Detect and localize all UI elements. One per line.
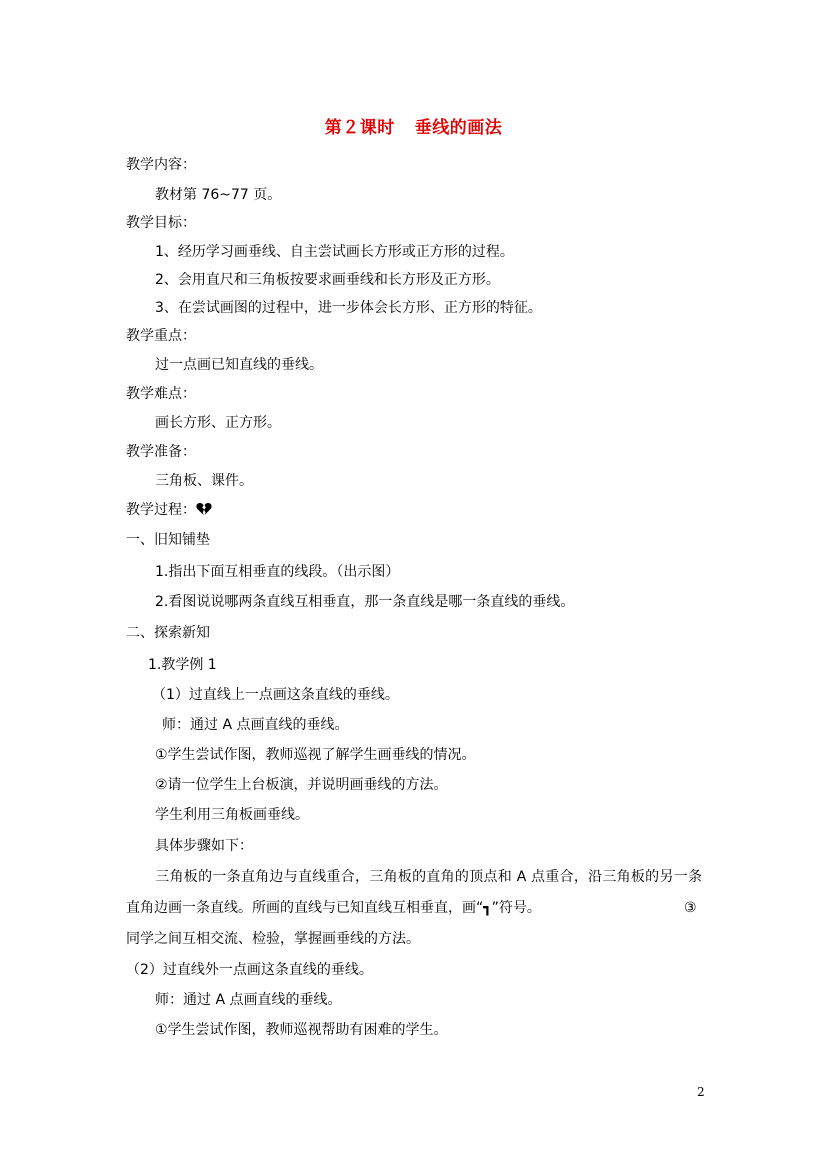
step-4: ①学生尝试作图，教师巡视帮助有困难的学生。 xyxy=(155,1022,448,1038)
heading-key-point: 教学重点： xyxy=(126,328,196,344)
lesson-topic: 垂线的画法 xyxy=(414,118,503,138)
goal-item-3: 3、在尝试画图的过程中，进一步体会长方形、正方形的特征。 xyxy=(155,300,542,316)
teacher-instruction-1: 师：通过 A 点画直线的垂线。 xyxy=(162,717,349,733)
broken-heart-icon xyxy=(196,502,212,516)
subsection-1: （1）过直线上一点画这条直线的垂线。 xyxy=(152,687,399,703)
section-2-item-1: 1.教学例 1 xyxy=(148,657,217,673)
step-2: ②请一位学生上台板演，并说明画垂线的方法。 xyxy=(155,777,448,793)
goal-item-1: 1、经历学习画垂线、自主尝试画长方形或正方形的过程。 xyxy=(155,244,514,260)
subsection-2: （2）过直线外一点画这条直线的垂线。 xyxy=(126,962,373,978)
page-title xyxy=(0,113,827,138)
heading-difficult-point: 教学难点： xyxy=(126,386,196,402)
heading-preparation: 教学准备： xyxy=(126,444,196,460)
heading-process-label: 教学过程： xyxy=(126,502,196,518)
lesson-number: 第２课时 xyxy=(324,118,395,138)
paragraph-line-2: 直角边画一条直线。所画的直线与已知直线互相垂直，画“┓”符号。 xyxy=(126,900,541,916)
paragraph-line-1-text: 三角板的一条直角边与直线重合，三角板的直角的顶点和 A 点重合，沿三角板的另一条 xyxy=(155,869,702,885)
section-1-item-2: 2.看图说说哪两条直线互相垂直，那一条直线是哪一条直线的垂线。 xyxy=(155,594,575,610)
content-text: 教材第 76~77 页。 xyxy=(155,187,282,203)
step-1: ①学生尝试作图，教师巡视了解学生画垂线的情况。 xyxy=(155,747,476,763)
section-1-item-1: 1.指出下面互相垂直的线段。（出示图） xyxy=(155,564,400,580)
section-2-title: 二、探索新知 xyxy=(126,625,210,641)
paragraph-line-3: 同学之间互相交流、检验，掌握画垂线的方法。 xyxy=(126,931,420,947)
step-3-marker: ③ xyxy=(684,900,697,916)
heading-process xyxy=(126,500,212,520)
paragraph-line-1 xyxy=(126,867,702,887)
goal-item-2: 2、会用直尺和三角板按要求画垂线和长方形及正方形。 xyxy=(155,272,500,288)
key-point-text: 过一点画已知直线的垂线。 xyxy=(155,357,323,373)
teacher-instruction-2: 师：通过 A 点画直线的垂线。 xyxy=(155,992,342,1008)
preparation-text: 三角板、课件。 xyxy=(155,473,253,489)
steps-intro: 具体步骤如下： xyxy=(155,838,253,854)
difficult-point-text: 画长方形、正方形。 xyxy=(155,415,281,431)
page-number: 2 xyxy=(697,1085,705,1099)
heading-goals: 教学目标： xyxy=(126,215,196,231)
heading-content: 教学内容： xyxy=(126,157,196,173)
section-1-title: 一、旧知铺垫 xyxy=(126,532,210,548)
student-use-text: 学生利用三角板画垂线。 xyxy=(155,807,309,823)
